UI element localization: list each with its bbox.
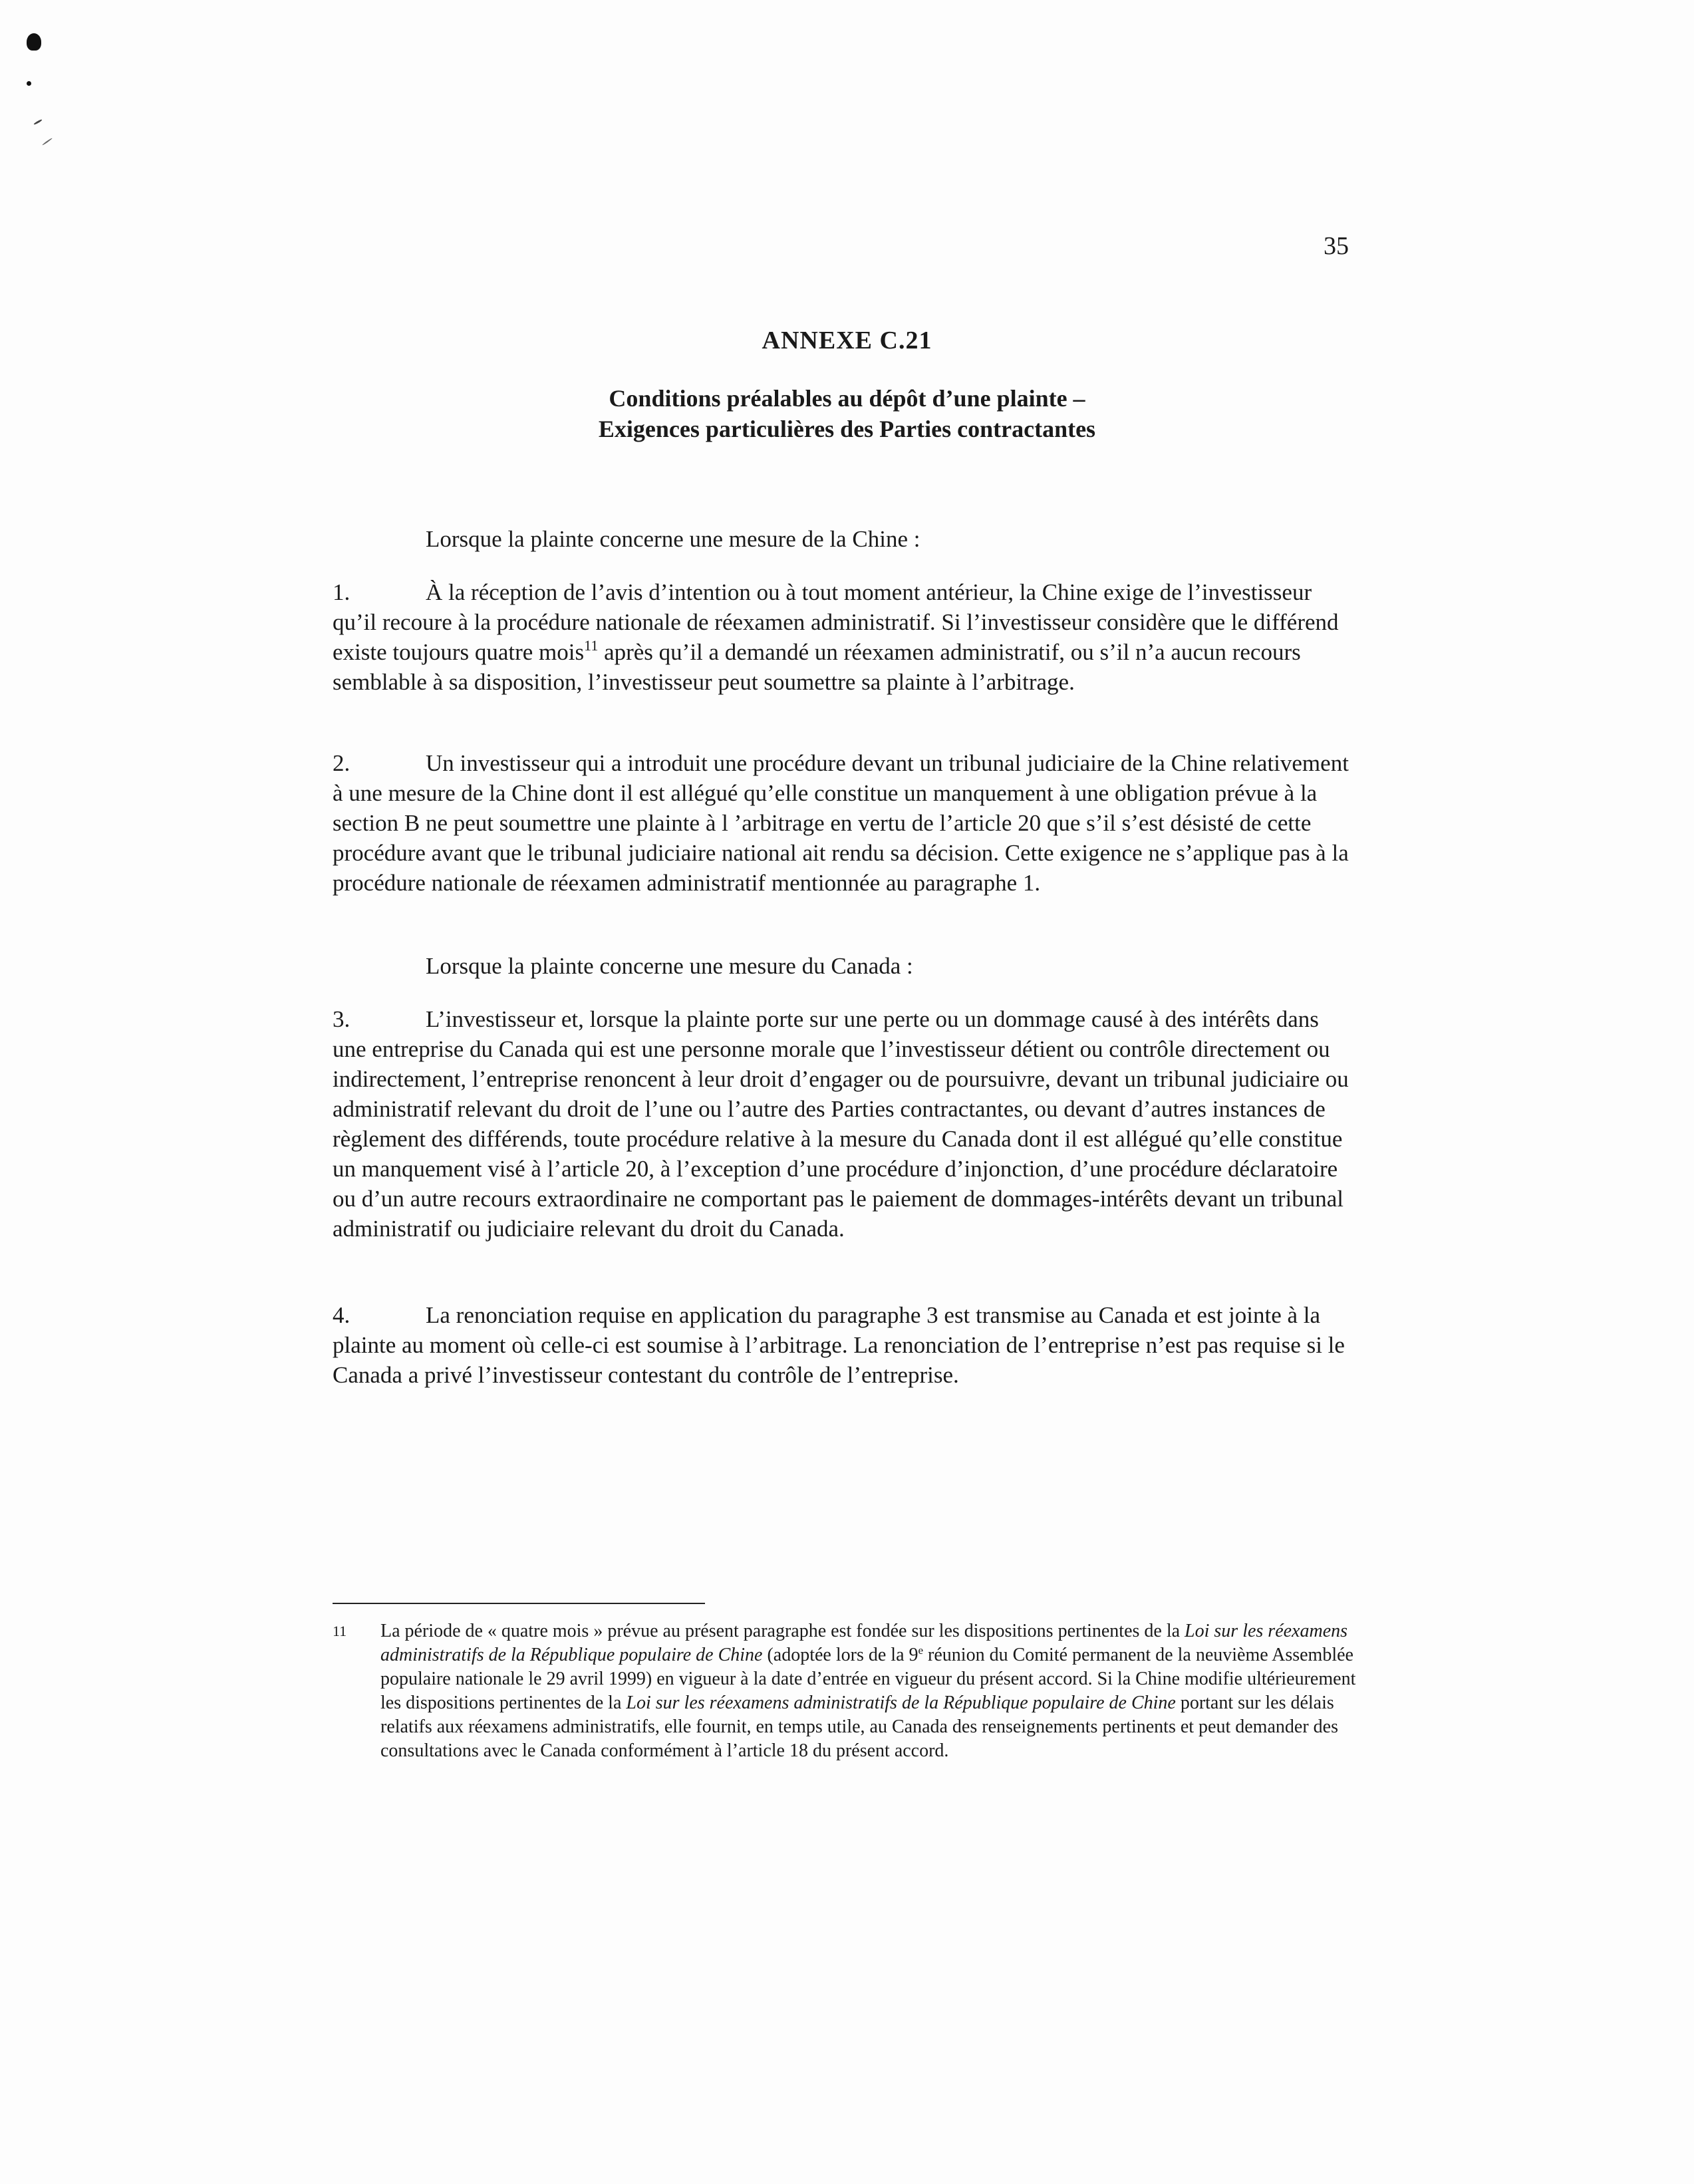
scan-artifact	[42, 138, 53, 146]
canada-intro: Lorsque la plainte concerne une mesure du Canada :	[426, 953, 913, 979]
paragraph-text: L’investisseur et, lorsque la plainte porte sur une perte ou un dommage causé à des intérêts dans une entreprise du Canada qui est une personne morale que l’investisseur détient ou contrôle directement ou indirectement, l’entreprise renoncent à leur droit d’engager ou de poursuivre, devant un tribunal judiciaire ou administratif relevant du droit de l’une ou l’autre des Parties contractantes, ou devant d’autres instances de règlement des différends, toute procédure relative à la mesure du Canada dont il est allégué qu’elle constitue un manquement visé à l’article 20, à l’exception d’une procédure d’injonction, d’une procédure déclaratoire ou d’un autre recours extraordinaire ne comportant pas le paiement de dommages-intérêts devant un tribunal administratif ou judiciaire relevant du droit du Canada.	[333, 1006, 1349, 1242]
footnote-text	[380, 1619, 1357, 1763]
paragraph-text: Un investisseur qui a introduit une procédure devant un tribunal judiciaire de la Chine relativement à une mesure de la Chine dont il est allégué qu’elle constitue un manquement à une obligation prévue à la section B ne peut soumettre une plainte à l ’arbitrage en vertu de l’article 20 que s’il s’est désisté de cette procédure avant que le tribunal judiciaire national ait rendu sa décision. Cette exigence ne s’applique pas à la procédure nationale de réexamen administratif mentionnée au paragraphe 1.	[333, 750, 1349, 896]
paragraph-number: 4.	[333, 1302, 351, 1328]
paragraph-2	[333, 748, 1353, 898]
paragraph-number: 3.	[333, 1006, 351, 1032]
footnote-11	[333, 1619, 1357, 1763]
paragraph-text: après qu’il a demandé un réexamen administratif, ou s’il n’a aucun recours semblable à sa disposition, l’investisseur peut soumettre sa plainte à l’arbitrage.	[333, 639, 1301, 695]
law-title: Loi sur les réexamens administratifs de la République populaire de Chine	[626, 1693, 1176, 1713]
ordinal-superscript: e	[918, 1644, 924, 1657]
footnote-text-part: réunion du Comité permanent de la neuvième Assemblée populaire nationale le 29 avril 1999) en vigueur à la date d’entrée en vigueur du présent accord. Si la Chine modifie ultérieurement les dispositions pertinentes de la	[380, 1645, 1356, 1713]
paragraph-text: La renonciation requise en application du paragraphe 3 est transmise au Canada et est jointe à la plainte au moment où celle-ci est soumise à l’arbitrage. La renonciation de l’entreprise n’est pas requise si le Canada a privé l’investisseur contestant du contrôle de l’entreprise.	[333, 1302, 1345, 1388]
scan-artifact	[27, 33, 41, 51]
china-intro: Lorsque la plainte concerne une mesure de la Chine :	[426, 526, 920, 552]
annex-subtitle	[0, 383, 1694, 444]
footnote-text-part: La période de « quatre mois » prévue au présent paragraphe est fondée sur les dispositions pertinentes de la	[380, 1621, 1185, 1641]
footnote-number: 11	[333, 1623, 347, 1639]
page-number: 35	[1324, 232, 1349, 260]
paragraph-number: 2.	[333, 750, 351, 776]
scan-artifact	[27, 81, 31, 86]
footnote-text-part: (adoptée lors de la 9	[762, 1645, 918, 1665]
footnote-separator	[333, 1603, 705, 1604]
annex-subtitle-line1: Conditions préalables au dépôt d’une plainte –	[609, 385, 1085, 412]
law-title: Loi sur les réexamens administratifs de la République populaire de Chine	[380, 1621, 1348, 1665]
paragraph-3	[333, 1004, 1353, 1244]
paragraph-1	[333, 577, 1353, 697]
annex-title: ANNEXE C.21	[762, 327, 932, 354]
scan-artifact	[33, 119, 43, 126]
paragraph-text: À la réception de l’avis d’intention ou à tout moment antérieur, la Chine exige de l’investisseur qu’il recoure à la procédure nationale de réexamen administratif. Si l’investisseur considère que le différend existe toujours quatre mois	[333, 579, 1339, 665]
footnote-ref: 11	[584, 637, 599, 654]
paragraph-number: 1.	[333, 579, 351, 605]
annex-subtitle-line2: Exigences particulières des Parties contractantes	[598, 416, 1096, 442]
footnote-text-part: portant sur les délais relatifs aux réexamens administratifs, elle fournit, en temps utile, au Canada des renseignements pertinents et peut demander des consultations avec le Canada conformément à l’article 18 du présent accord.	[380, 1693, 1338, 1761]
paragraph-4	[333, 1300, 1353, 1390]
